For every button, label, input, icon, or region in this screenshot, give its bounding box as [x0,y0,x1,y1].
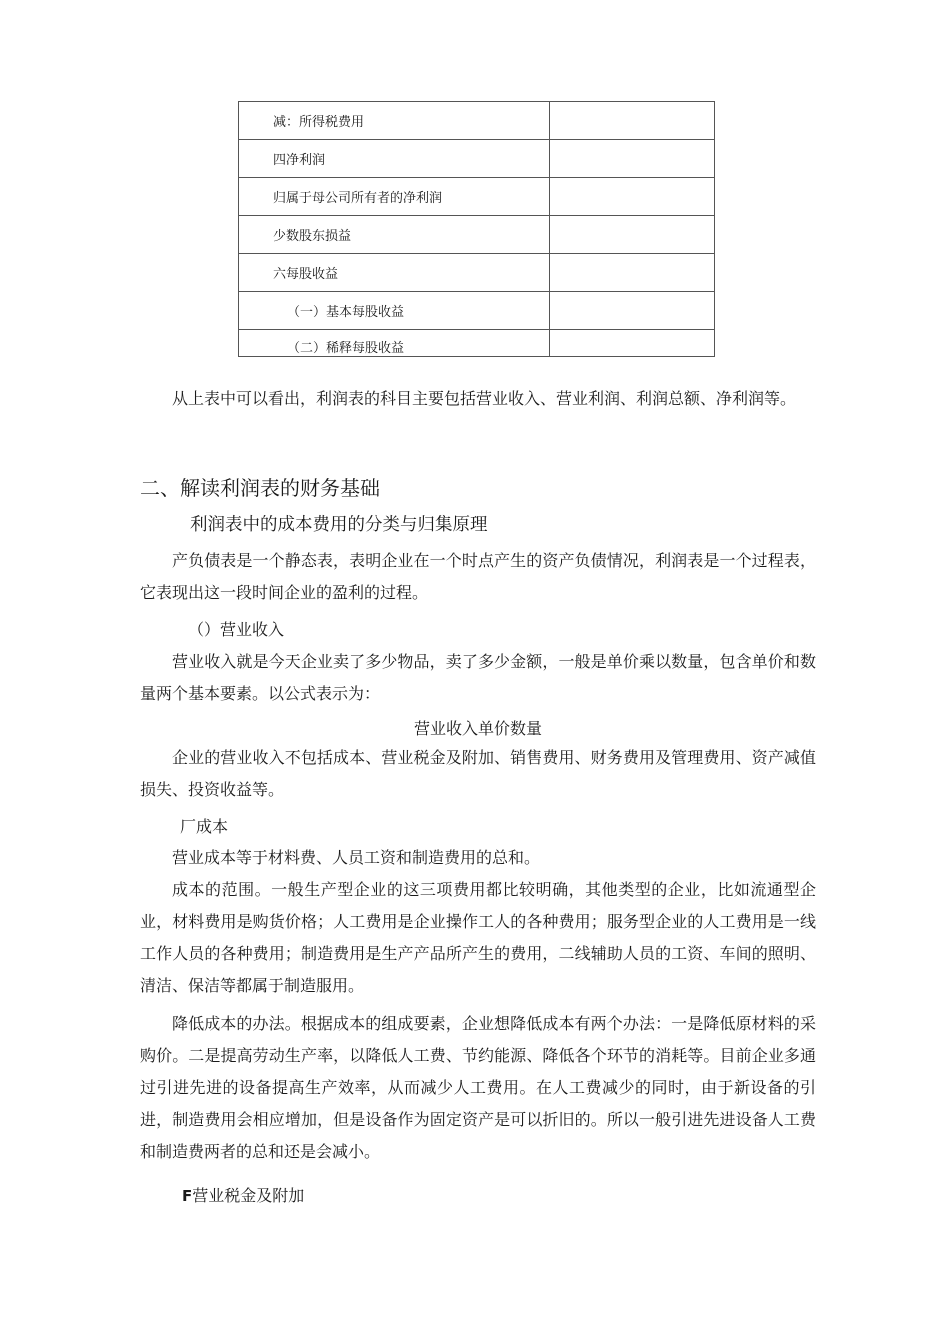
row-value [549,140,714,178]
subsection-heading: 利润表中的成本费用的分类与归集原理 [190,515,488,535]
table-row [239,254,715,292]
table-row [239,292,715,330]
revenue-formula: 营业收入单价数量 [413,719,542,738]
income-statement-table [238,101,715,357]
summary-paragraph: 从上表中可以看出，利润表的科目主要包括营业收入、营业利润、利润总额、净利润等。 [172,389,797,408]
row-value [549,292,714,330]
row-label: （二）稀释每股收益 [287,341,405,356]
row-value [549,102,714,140]
row-label: 归属于母公司所有者的净利润 [239,178,550,216]
cost-heading: 厂成本 [180,817,229,836]
cost-scope-paragraph: 成本的范围。一般生产型企业的这三项费用都比较明确，其他类型的企业，比如流通型企业，材料费用是购货价格；人工费用是企业操作工人的各种费用；服务型企业的人工费用是一线工作人员的各种费用；制造费用是生产产品所产生的费用，二线辅助人员的工资、车间的照明、清洁、保洁等都属于制造服用。 [140,880,816,995]
section-mark: F [182,1187,193,1205]
table-row [239,216,715,254]
cost-definition-paragraph: 营业成本等于材料费、人员工资和制造费用的总和。 [172,848,541,867]
row-value [549,216,714,254]
row-value [549,178,714,216]
row-label: 六每股收益 [239,254,550,292]
table-row [239,178,715,216]
revenue-paragraph: 营业收入就是今天企业卖了多少物品，卖了多少金额，一般是单价乘以数量，包含单价和数量两个基本要素。以公式表示为： [140,652,816,703]
table-row [239,140,715,178]
row-label: 四净利润 [239,140,550,178]
tax-heading [182,1183,304,1206]
tax-heading-text: 营业税金及附加 [192,1186,305,1205]
section-heading: 二、解读利润表的财务基础 [140,476,380,500]
table-row [239,102,715,140]
row-value [549,254,714,292]
intro-paragraph: 产负债表是一个静态表，表明企业在一个时点产生的资产负债情况，利润表是一个过程表，它表现出这一段时间企业的盈利的过程。 [140,551,816,602]
revenue-exclusion-paragraph: 企业的营业收入不包括成本、营业税金及附加、销售费用、财务费用及管理费用、资产减值损失、投资收益等。 [140,748,816,799]
table-row [239,330,715,357]
row-label-cell [239,330,550,357]
row-value [549,330,714,357]
row-label: 少数股东损益 [239,216,550,254]
cost-reduction-paragraph: 降低成本的办法。根据成本的组成要素，企业想降低成本有两个办法：一是降低原材料的采购价。二是提高劳动生产率，以降低人工费、节约能源、降低各个环节的消耗等。目前企业多通过引进先进的设备提高生产效率，从而减少人工费用。在人工费减少的同时，由于新设备的引进，制造费用会相应增加，但是设备作为固定资产是可以折旧的。所以一般引进先进设备人工费和制造费两者的总和还是会减小。 [140,1014,816,1161]
row-label: 减：所得税费用 [239,102,550,140]
row-label: （一）基本每股收益 [239,292,550,330]
revenue-heading: （）营业收入 [188,620,285,639]
